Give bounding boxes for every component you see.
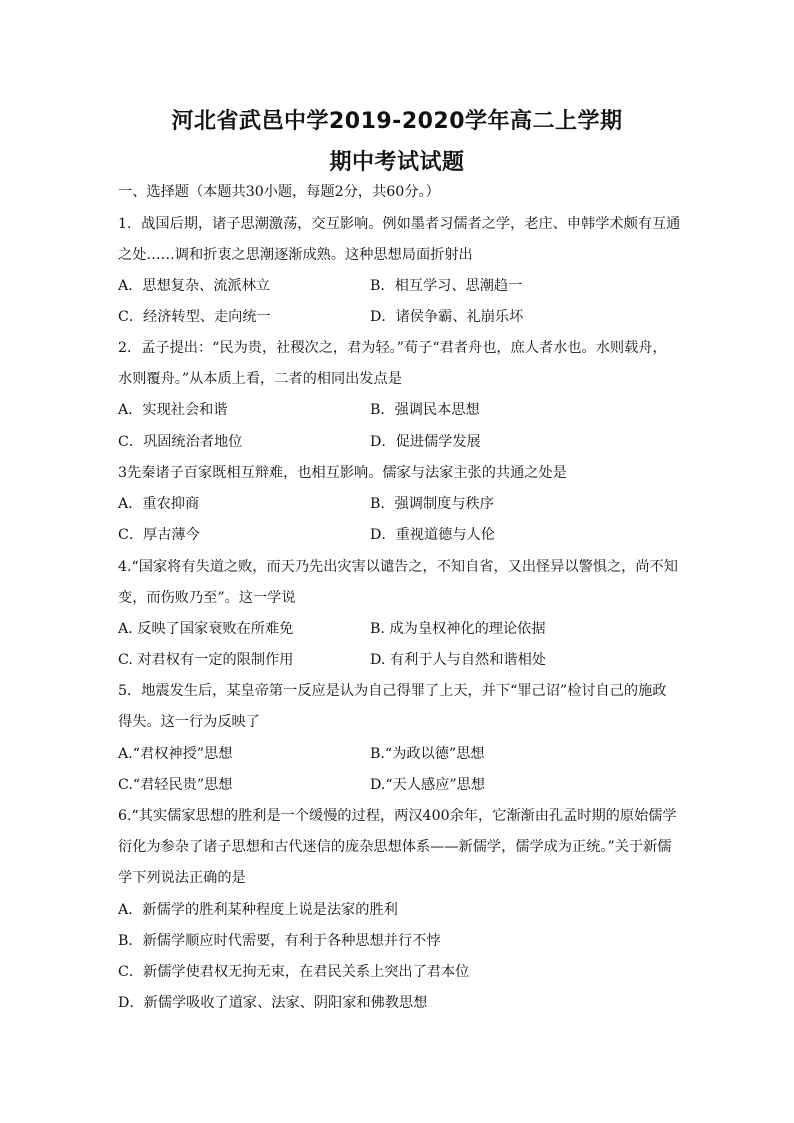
question-stem-line: 衍化为参杂了诸子思想和古代迷信的庞杂思想体系——新儒学，儒学成为正统。”关于新儒: [118, 839, 672, 855]
question-stem-line: 3先秦诸子百家既相互辩难，也相互影响。儒家与法家主张的共通之处是: [118, 465, 567, 481]
exam-title: 河北省武邑中学2019-2020学年高二上学期: [171, 109, 623, 134]
question-stem-line: 变，而伤败乃至”。这一学说: [118, 590, 296, 606]
question-stem-line: 4.“国家将有失道之败，而天乃先出灾害以谴告之，不知自省，又出怪异以警惧之，尚不知: [118, 559, 678, 575]
option-c: C．经济转型、走向统一: [118, 309, 271, 325]
option-b: B．强调制度与秩序: [370, 496, 494, 512]
question-stem-line: 得失。这一行为反映了: [118, 714, 260, 730]
option-c: C. 对君权有一定的限制作用: [118, 652, 294, 668]
question-stem-line: 6.“其实儒家思想的胜利是一个缓慢的过程，两汉400余年，它渐渐由孔孟时期的原始儒学: [118, 808, 677, 824]
question-stem-line: 学下列说法正确的是: [118, 870, 246, 886]
question-stem-line: 水则覆舟。”从本质上看，二者的相同出发点是: [118, 371, 402, 387]
option-c: C．厚古薄今: [118, 527, 200, 543]
option-a: A．实现社会和谐: [118, 402, 228, 418]
question-stem-line: 2．孟子提出：“民为贵，社稷次之，君为轻。”荀子“君者舟也，庶人者水也。水则载舟，: [118, 340, 667, 356]
option-d: D. 有利于人与自然和谐相处: [370, 652, 546, 668]
option-a: A．思想复杂、流派林立: [118, 278, 271, 294]
option-b: B. 成为皇权神化的理论依据: [370, 621, 546, 637]
question-stem-line: 5．地震发生后，某皇帝第一反应是认为自己得罪了上天，并下“罪己诏”检讨自己的施政: [118, 683, 667, 699]
option-a: A.“君权神授”思想: [118, 746, 233, 762]
option-c: C．巩固统治者地位: [118, 434, 243, 450]
option-d: D．重视道德与人伦: [370, 527, 495, 543]
option-d: D．诸侯争霸、礼崩乐坏: [370, 309, 524, 325]
option-b: B．强调民本思想: [370, 402, 480, 418]
option-a: A．重农抑商: [118, 496, 200, 512]
option-d: D．新儒学吸收了道家、法家、阴阳家和佛教思想: [118, 995, 428, 1011]
option-b: B.“为政以德”思想: [370, 746, 485, 762]
option-a: A. 反映了国家衰败在所难免: [118, 621, 294, 637]
option-b: B．新儒学顺应时代需要，有利于各种思想并行不悖: [118, 933, 441, 949]
section-heading: 一、选择题（本题共30小题，每题2分，共60分。）: [118, 184, 440, 200]
option-c: C.“君轻民贵”思想: [118, 777, 233, 793]
option-a: A．新儒学的胜利某种程度上说是法家的胜利: [118, 902, 398, 918]
option-b: B．相互学习、思潮趋一: [370, 278, 523, 294]
option-d: D.“天人感应”思想: [370, 777, 486, 793]
question-stem-line: 1．战国后期，诸子思潮激荡，交互影响。例如墨者习儒者之学，老庄、申韩学术颇有互通: [118, 216, 681, 232]
option-c: C．新儒学使君权无拘无束，在君民关系上突出了君本位: [118, 964, 470, 980]
question-stem-line: 之处……调和折衷之思潮逐渐成熟。这种思想局面折射出: [118, 247, 473, 263]
option-d: D．促进儒学发展: [370, 434, 481, 450]
exam-subtitle: 期中考试试题: [329, 150, 465, 175]
